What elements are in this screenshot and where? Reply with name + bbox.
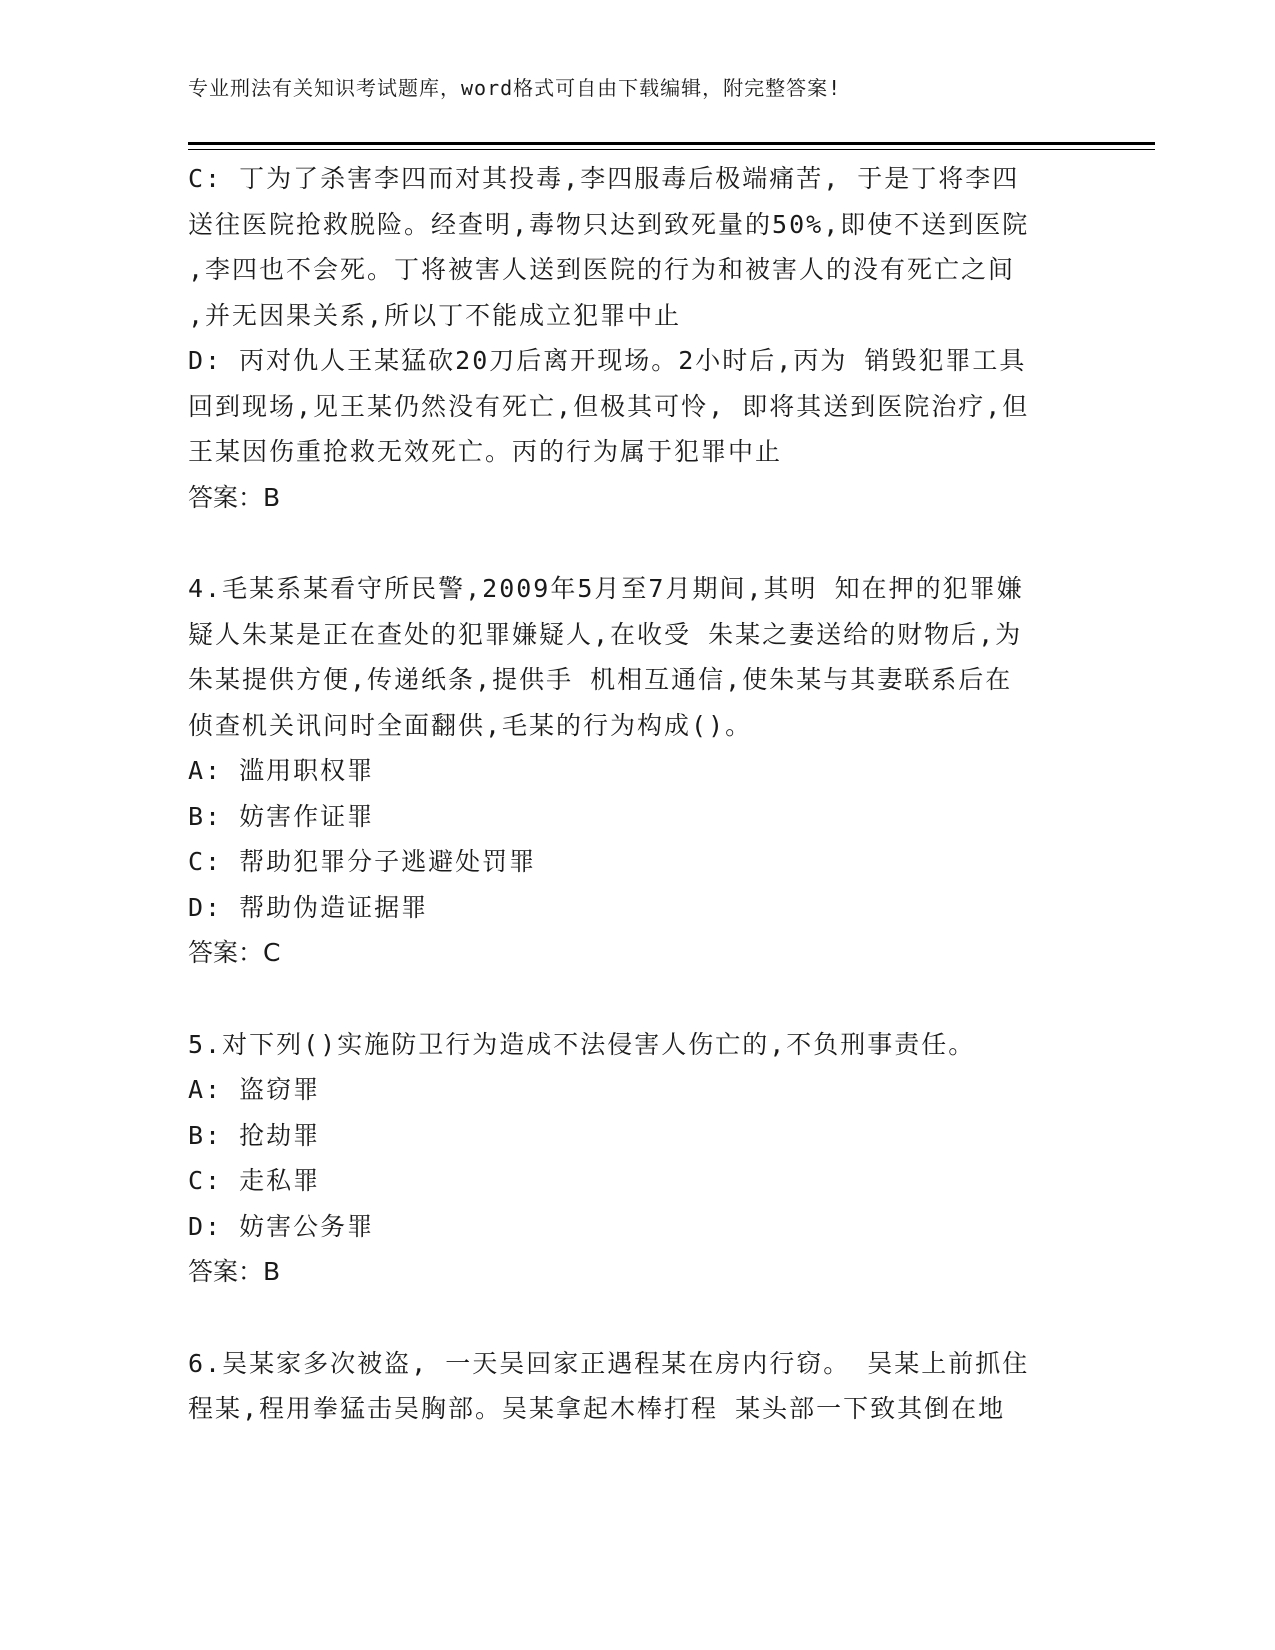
text-line: 王某因伤重抢救无效死亡。丙的行为属于犯罪中止 xyxy=(188,437,783,466)
text-line: ,李四也不会死。丁将被害人送到医院的行为和被害人的没有死亡之间 xyxy=(188,255,1016,284)
page-header: 专业刑法有关知识考试题库，word格式可自由下载编辑，附完整答案! xyxy=(188,76,842,100)
question-block-3-continued xyxy=(188,156,1088,520)
question-block-6 xyxy=(188,1341,1088,1432)
option-d: D: 帮助伪造证据罪 xyxy=(188,892,429,922)
question-stem-line: 5.对下列()实施防卫行为造成不法侵害人伤亡的,不负刑事责任。 xyxy=(188,1029,976,1059)
question-stem-line: 程某,程用拳猛击吴胸部。吴某拿起木棒打程 某头部一下致其倒在地 xyxy=(188,1394,1006,1423)
question-stem-line: 朱某提供方便,传递纸条,提供手 机相互通信,使朱某与其妻联系后在 xyxy=(188,665,1013,694)
question-block-4 xyxy=(188,566,1088,976)
question-stem-line: 4.毛某系某看守所民警,2009年5月至7月期间,其明 知在押的犯罪嫌 xyxy=(188,574,1024,603)
answer-line: 答案：C xyxy=(188,938,281,967)
spacer xyxy=(188,520,1088,566)
option-b: B: 妨害作证罪 xyxy=(188,801,375,831)
option-c: C: 走私罪 xyxy=(188,1166,321,1195)
text-line: 送往医院抢救脱险。经查明,毒物只达到致死量的50%,即使不送到医院 xyxy=(188,209,1030,239)
question-stem-line: 疑人朱某是正在查处的犯罪嫌疑人,在收受 朱某之妻送给的财物后,为 xyxy=(188,619,1023,649)
header-rule-thin xyxy=(188,149,1155,150)
text-line: C: 丁为了杀害李四而对其投毒,李四服毒后极端痛苦, 于是丁将李四 xyxy=(188,164,1020,193)
answer-line: 答案：B xyxy=(188,482,281,512)
option-d: D: 妨害公务罪 xyxy=(188,1211,375,1241)
question-block-5 xyxy=(188,1022,1088,1295)
answer-line: 答案：B xyxy=(188,1257,281,1286)
text-line: 回到现场,见王某仍然没有死亡,但极其可怜, 即将其送到医院治疗,但 xyxy=(188,391,1030,421)
option-b: B: 抢劫罪 xyxy=(188,1120,321,1150)
option-a: A: 滥用职权罪 xyxy=(188,756,375,785)
text-line: ,并无因果关系,所以丁不能成立犯罪中止 xyxy=(188,300,682,330)
question-stem-line: 侦查机关讯问时全面翻供,毛某的行为构成()。 xyxy=(188,710,753,740)
text-line: D: 丙对仇人王某猛砍20刀后离开现场。2小时后,丙为 销毁犯罪工具 xyxy=(188,346,1027,375)
document-body xyxy=(188,156,1088,1432)
question-stem-line: 6.吴某家多次被盗, 一天吴回家正遇程某在房内行窃。 吴某上前抓住 xyxy=(188,1348,1030,1378)
option-a: A: 盗窃罪 xyxy=(188,1075,321,1104)
header-rule-thick xyxy=(188,142,1155,145)
spacer xyxy=(188,1295,1088,1341)
option-c: C: 帮助犯罪分子逃避处罚罪 xyxy=(188,847,537,876)
spacer xyxy=(188,976,1088,1022)
